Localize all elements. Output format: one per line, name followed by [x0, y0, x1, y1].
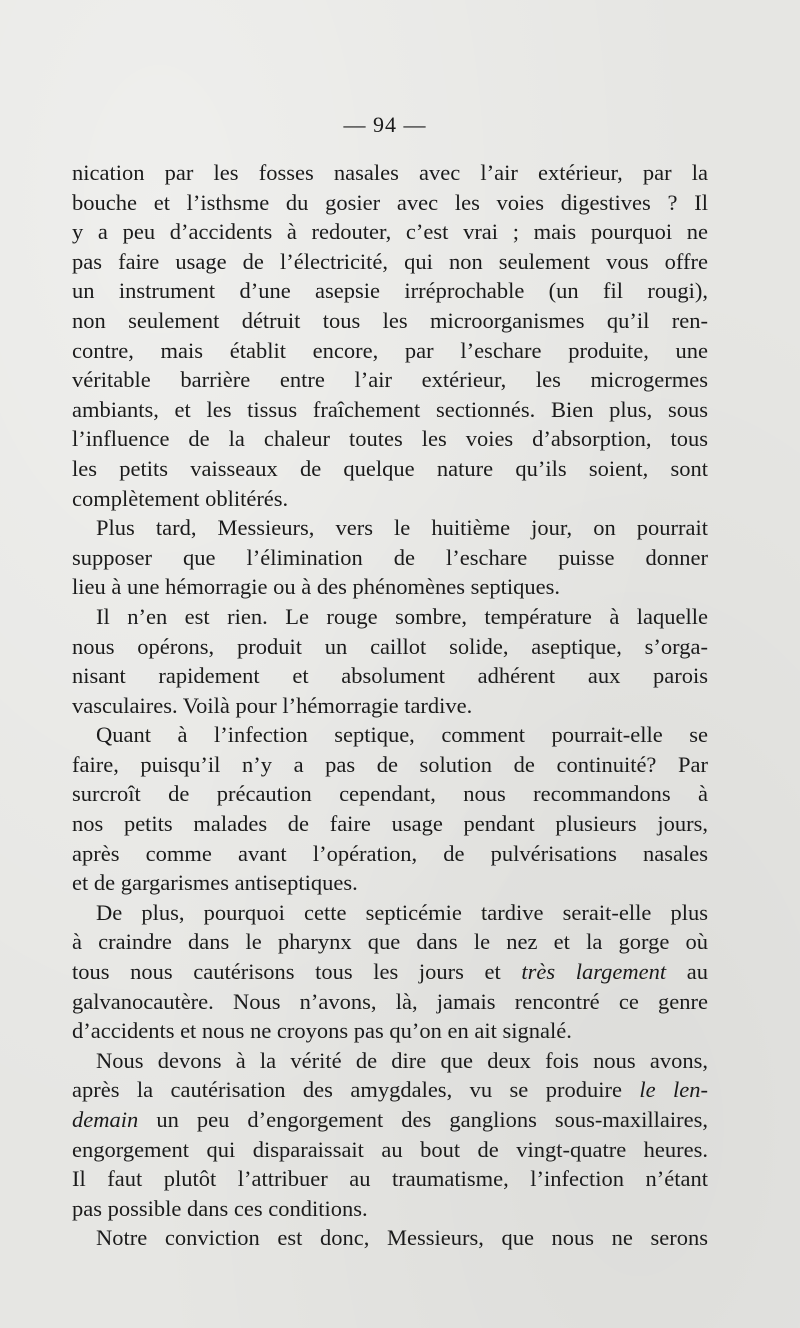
- text-run: après la cautérisation des amygdales, vu se produire: [72, 1077, 640, 1103]
- italic-text-run: le len-: [639, 1077, 709, 1103]
- text-line: non seulement détruit tous les microorganismes qu’il ren-: [72, 307, 708, 333]
- text-line: l’influence de la chaleur toutes les voies d’absorption, tous: [72, 426, 708, 452]
- text-line: surcroît de précaution cependant, nous recommandons à: [72, 781, 708, 807]
- text-line: De plus, pourquoi cette septicémie tardive serait-elle plus: [96, 899, 708, 925]
- text-line: ambiants, et les tissus fraîchement sectionnés. Bien plus, sous: [72, 396, 708, 422]
- text-line: les petits vaisseaux de quelque nature qu’ils soient, sont: [72, 455, 708, 481]
- text-line: nication par les fosses nasales avec l’air extérieur, par la: [72, 160, 708, 185]
- italic-text-run: demain: [72, 1107, 139, 1132]
- body-text: [72, 158, 708, 1253]
- text-line: Quant à l’infection septique, comment pourrait-elle se: [96, 722, 708, 748]
- text-line: [72, 1075, 708, 1105]
- text-line: et de gargarismes antiseptiques.: [72, 870, 358, 896]
- text-line: d’accidents et nous ne croyons pas qu’on en ait signalé.: [72, 1018, 572, 1044]
- text-line: y a peu d’accidents à redouter, c’est vrai ; mais pourquoi ne: [72, 219, 708, 245]
- text-line: complètement oblitérés.: [72, 485, 289, 511]
- text-line: un instrument d’une asepsie irréprochable (un fil rougi),: [72, 278, 708, 304]
- text-line: galvanocautère. Nous n’avons, là, jamais rencontré ce genre: [72, 988, 708, 1014]
- text-line: engorgement qui disparaissait au bout de vingt-quatre heures.: [72, 1136, 708, 1162]
- text-run: un peu d’engorgement des ganglions sous-maxillaires,: [138, 1107, 708, 1132]
- text-line: véritable barrière entre l’air extérieur, les microgermes: [72, 367, 708, 393]
- text-line: Il faut plutôt l’attribuer au traumatisme, l’infection n’étant: [72, 1166, 708, 1192]
- text-line: contre, mais établit encore, par l’eschare produite, une: [72, 337, 708, 363]
- text-line: lieu à une hémorragie ou à des phénomènes septiques.: [72, 574, 560, 600]
- text-line: pas possible dans ces conditions.: [72, 1195, 368, 1221]
- text-line: Nous devons à la vérité de dire que deux fois nous avons,: [96, 1047, 708, 1073]
- text-line: après comme avant l’opération, de pulvérisations nasales: [72, 840, 708, 866]
- text-line: Notre conviction est donc, Messieurs, que nous ne serons: [96, 1225, 708, 1251]
- page-number: — 94 —: [343, 112, 427, 137]
- text-line: vasculaires. Voilà pour l’hémorragie tardive.: [72, 692, 473, 718]
- text-line: à craindre dans le pharynx que dans le nez et la gorge où: [72, 929, 708, 955]
- text-line: pas faire usage de l’électricité, qui non seulement vous offre: [72, 248, 708, 274]
- text-line: nous opérons, produit un caillot solide, aseptique, s’orga-: [72, 633, 708, 659]
- text-line: Il n’en est rien. Le rouge sombre, température à laquelle: [96, 603, 708, 629]
- text-run: tous nous cautérisons tous les jours et: [72, 959, 522, 985]
- text-line: nos petits malades de faire usage pendant plusieurs jours,: [72, 811, 708, 837]
- text-run: au: [666, 959, 708, 985]
- text-line: faire, puisqu’il n’y a pas de solution de continuité? Par: [72, 751, 708, 777]
- italic-text-run: très largement: [521, 959, 667, 985]
- text-line: bouche et l’isthsme du gosier avec les voies digestives ? Il: [72, 189, 708, 215]
- text-line: supposer que l’élimination de l’eschare puisse donner: [72, 544, 708, 570]
- text-line: [72, 957, 708, 987]
- text-line: Plus tard, Messieurs, vers le huitième jour, on pourrait: [96, 515, 708, 541]
- text-line: nisant rapidement et absolument adhérent aux parois: [72, 663, 708, 689]
- text-line: [72, 1105, 708, 1135]
